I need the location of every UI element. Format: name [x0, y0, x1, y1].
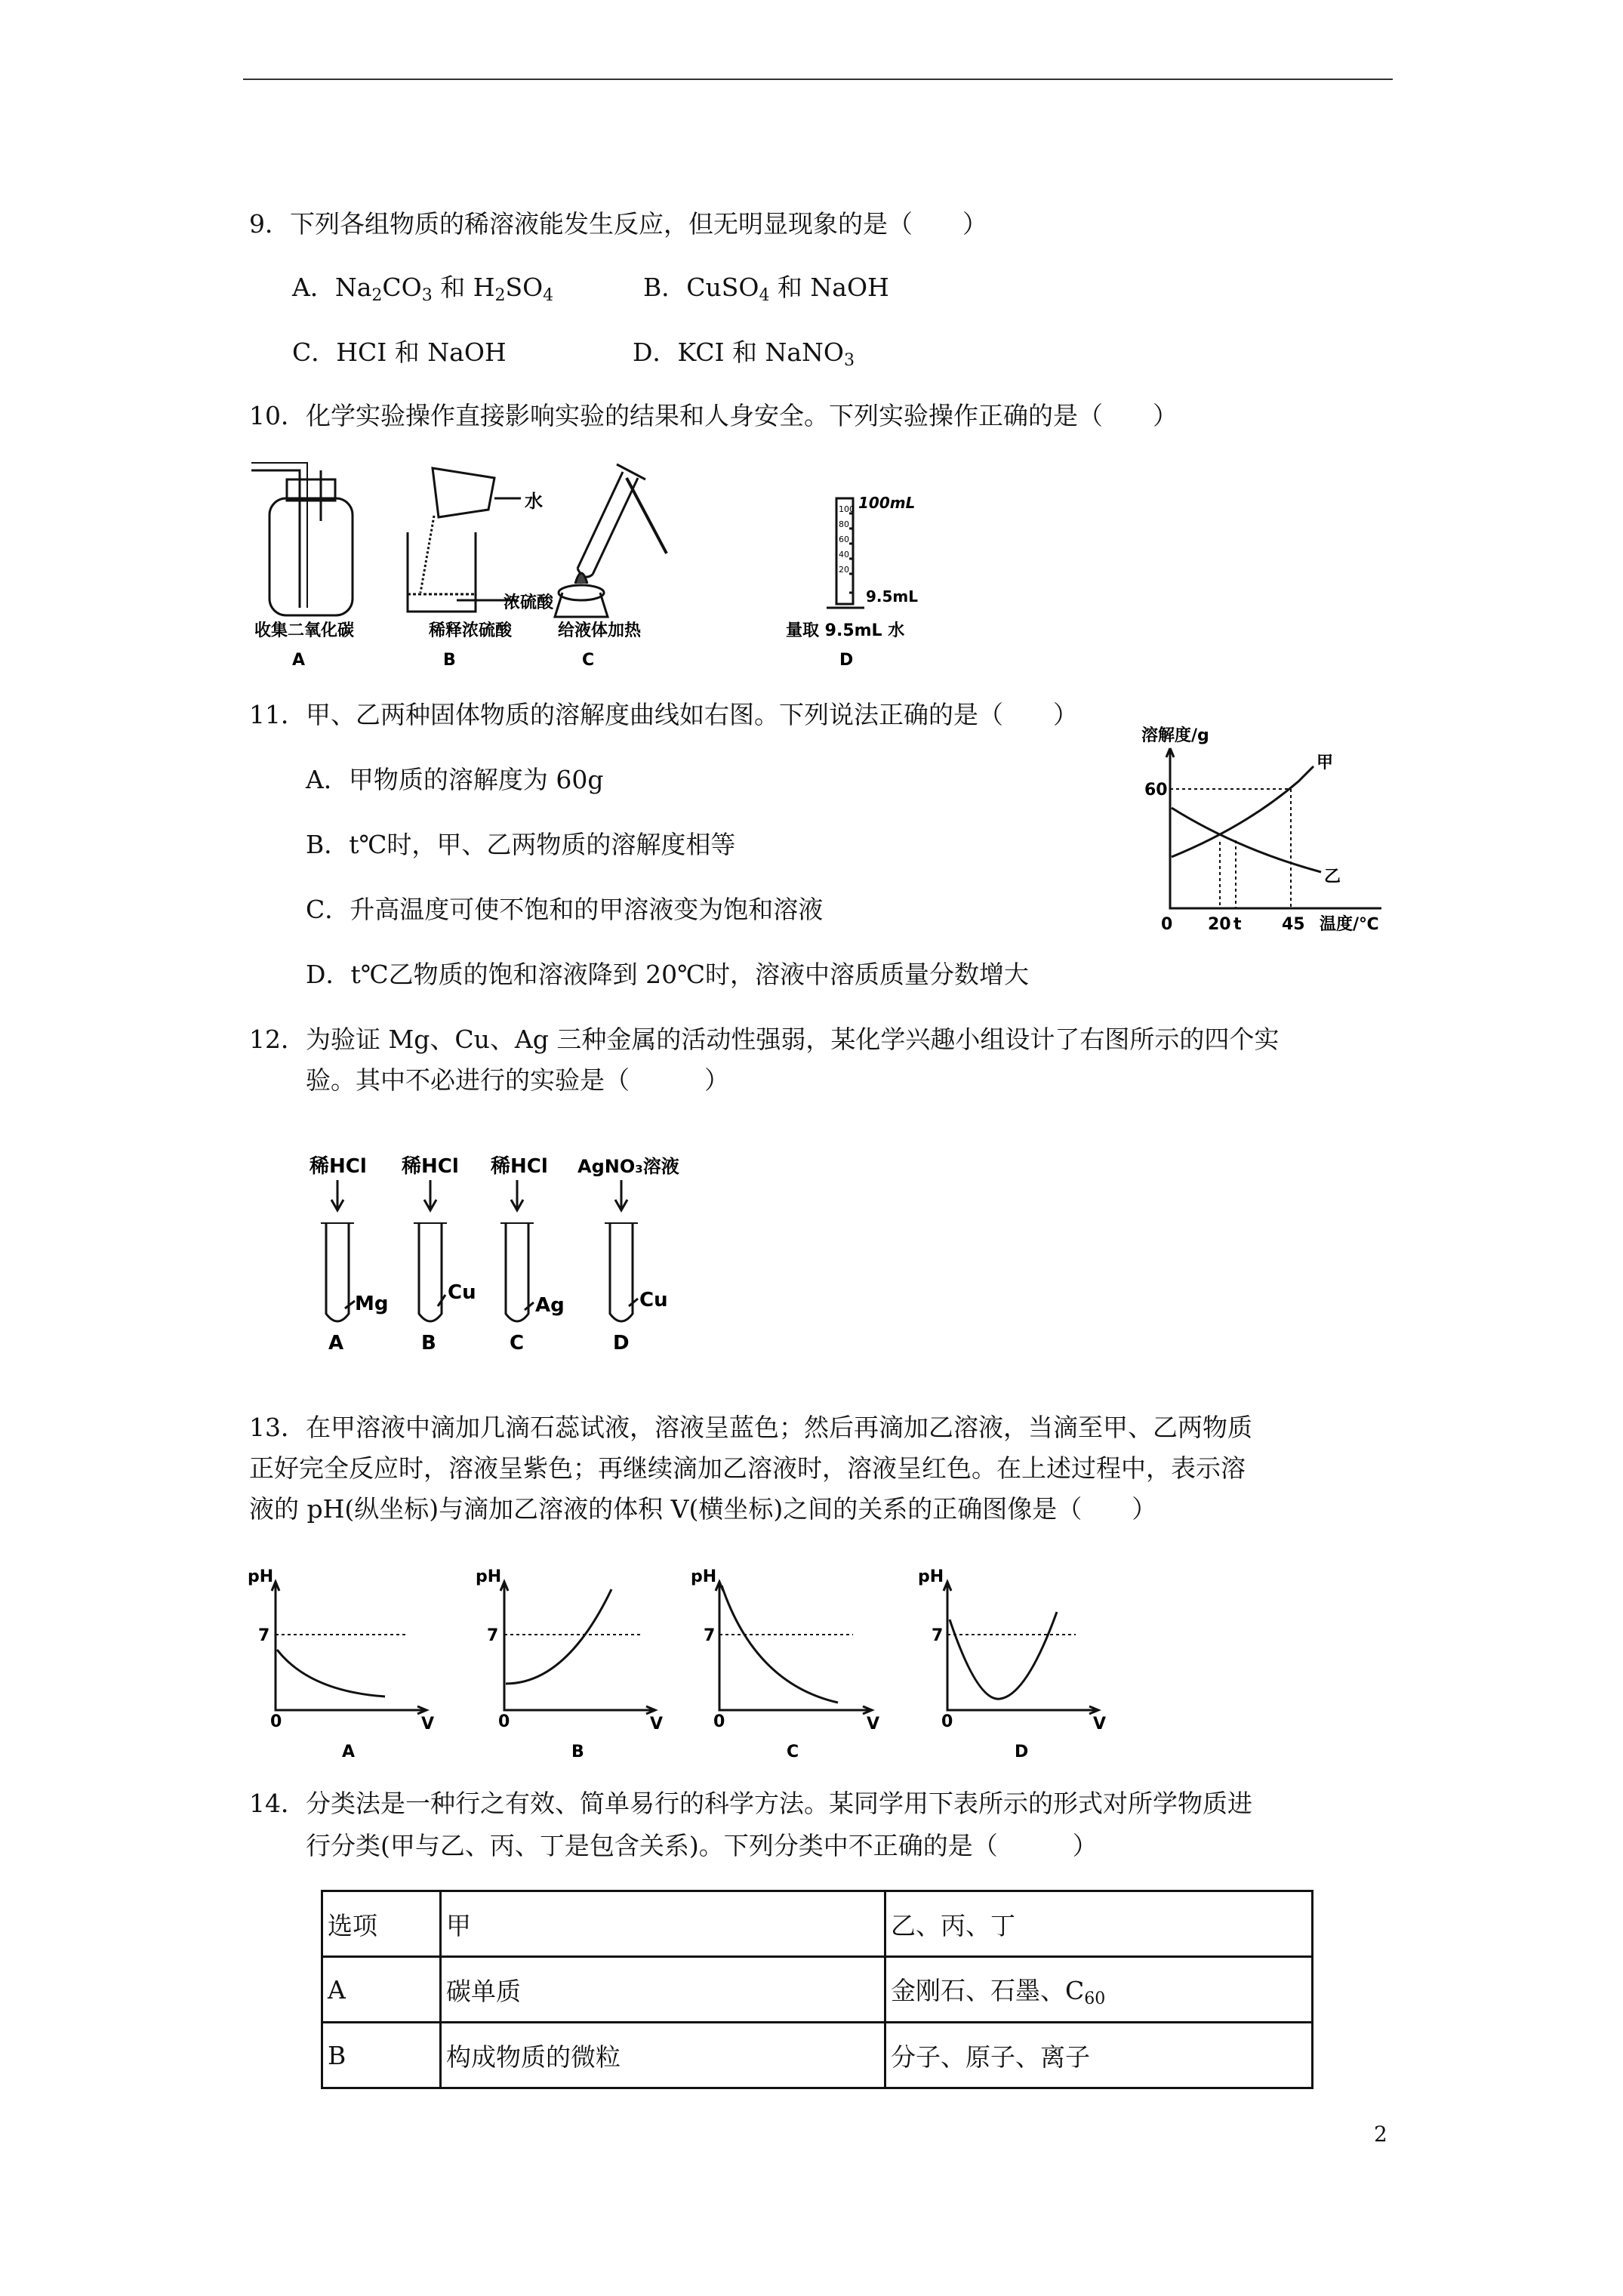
q13-line2: 正好完全反应时，溶液呈紫色；再继续滴加乙溶液时，溶液呈红色。在上述过程中，表示溶 [249, 1453, 1246, 1483]
letter-c: C [582, 651, 595, 670]
caption-b: 稀释浓硫酸 [429, 621, 513, 640]
beaker-label-acid: 浓硫酸 [504, 593, 554, 612]
graph-c-origin: 0 [713, 1712, 725, 1731]
q13-ph-graphs [242, 1559, 1147, 1763]
q11-option-d: D．t℃乙物质的饱和溶液降到 20℃时，溶液中溶质质量分数增大 [306, 960, 1030, 989]
cylinder-tick-60: 60 [839, 535, 849, 544]
x-tick-0: 0 [1161, 915, 1173, 932]
graph-d-xlabel: V [1093, 1715, 1107, 1734]
graph-b-ref: 7 [487, 1626, 499, 1645]
tube-a-metal: Mg [355, 1293, 389, 1315]
heating-figure [555, 464, 667, 617]
tube-c-metal: Ag [535, 1294, 565, 1317]
q10-figures [245, 457, 970, 672]
header-option: 选项 [322, 1891, 441, 1957]
beaker-figure [408, 468, 521, 612]
q14-line1: 14．分类法是一种行之有效、简单易行的科学方法。某同学用下表所示的形式对所学物质进 [249, 1789, 1252, 1818]
letter-b: B [443, 651, 456, 670]
gas-bottle-figure [251, 463, 353, 615]
row-a-members: 金刚石、石墨、$C_{60}$ [885, 1957, 1313, 2023]
graph-a-ylabel: pH [248, 1567, 274, 1586]
tube-b-metal: Cu [448, 1281, 476, 1304]
q13-line3: 液的 pH(纵坐标)与滴加乙溶液的体积 V(横坐标)之间的关系的正确图像是（ ） [249, 1494, 1157, 1524]
graph-d-ref: 7 [932, 1626, 944, 1645]
table-row [322, 1957, 1313, 2023]
cylinder-tick-100: 100 [839, 504, 855, 514]
graph-d-letter: D [1015, 1743, 1029, 1761]
table-row [322, 2023, 1313, 2088]
page-number: 2 [1374, 2122, 1387, 2147]
cylinder-tick-80: 80 [839, 519, 849, 529]
tube-c-letter: C [510, 1332, 525, 1354]
row-b-members: 分子、原子、离子 [885, 2023, 1313, 2088]
row-b-jia: 构成物质的微粒 [441, 2023, 885, 2088]
q9-option-b: B．CuSO$_4$ 和 NaOH [643, 273, 889, 305]
graph-b-ylabel: pH [476, 1567, 502, 1586]
tube-c-reagent: 稀HCl [491, 1155, 548, 1178]
tube-a-reagent: 稀HCl [310, 1155, 367, 1178]
caption-a: 收集二氧化碳 [254, 621, 355, 640]
graph-d-ylabel: pH [918, 1567, 944, 1586]
tube-d-letter: D [613, 1332, 630, 1354]
graph-a-xlabel: V [421, 1715, 435, 1734]
row-b-option: B [322, 2023, 441, 2088]
table-header-row [322, 1891, 1313, 1957]
graph-c-ylabel: pH [691, 1567, 717, 1586]
chart-y-tick-60: 60 [1144, 781, 1168, 800]
graph-c-xlabel: V [867, 1715, 880, 1734]
series-jia-label: 甲 [1317, 754, 1334, 772]
chart-xlabel: 温度/℃ [1320, 915, 1379, 932]
graph-a-ref: 7 [258, 1626, 270, 1645]
row-a-jia: 碳单质 [441, 1957, 885, 2023]
graph-c-ref: 7 [704, 1626, 716, 1645]
series-yi-label: 乙 [1324, 868, 1341, 886]
q9-stem: 9．下列各组物质的稀溶液能发生反应，但无明显现象的是（ ） [249, 209, 987, 239]
cylinder-label-100ml: 100mL [858, 494, 916, 512]
cylinder-tick-40: 40 [839, 550, 849, 559]
q9-option-d: D．KCI 和 NaNO$_3$ [633, 337, 855, 370]
caption-c: 给液体加热 [558, 621, 642, 640]
beaker-label-water: 水 [525, 491, 543, 512]
q9-option-c: C．HCI 和 NaOH [292, 337, 507, 367]
tube-a-letter: A [328, 1332, 344, 1354]
graph-b-letter: B [571, 1743, 584, 1761]
tube-b-reagent: 稀HCl [402, 1155, 459, 1178]
header-rule [243, 79, 1393, 80]
letter-a: A [292, 651, 306, 670]
series-yi-line [1172, 808, 1321, 872]
q13-line1: 13．在甲溶液中滴加几滴石蕊试液，溶液呈蓝色；然后再滴加乙溶液，当滴至甲、乙两物质 [249, 1413, 1252, 1442]
q11-option-a: A．甲物质的溶解度为 60g [306, 765, 604, 794]
classification-table [321, 1890, 1313, 2089]
tube-d-metal: Cu [639, 1289, 668, 1311]
q10-stem: 10．化学实验操作直接影响实验的结果和人身安全。下列实验操作正确的是（ ） [249, 401, 1178, 430]
x-tick-45: 45 [1282, 915, 1305, 932]
letter-d: D [839, 651, 854, 670]
q12-stem-line1: 12．为验证 Mg、Cu、Ag 三种金属的活动性强弱，某化学兴趣小组设计了右图所示的四个实 [249, 1025, 1280, 1054]
series-jia-line [1172, 766, 1313, 857]
q11-option-c: C．升高温度可使不饱和的甲溶液变为饱和溶液 [306, 895, 824, 924]
row-a-option: A [322, 1957, 441, 2023]
tube-b-letter: B [421, 1332, 436, 1354]
x-tick-20: 20 [1208, 915, 1231, 932]
graph-b-origin: 0 [498, 1712, 510, 1731]
cylinder-tick-20: 20 [839, 565, 849, 575]
q11-option-b: B．t℃时，甲、乙两物质的溶解度相等 [306, 830, 736, 859]
header-jia: 甲 [441, 1891, 885, 1957]
q12-stem-line2: 验。其中不必进行的实验是（ ） [306, 1065, 729, 1095]
q9-option-a: A．$Na_2CO_3$ 和 $H_2SO_4$ [292, 273, 554, 305]
caption-d: 量取 9.5mL 水 [786, 621, 905, 640]
header-yi-bing-ding: 乙、丙、丁 [885, 1891, 1313, 1957]
q14-line2: 行分类(甲与乙、丙、丁是包含关系)。下列分类中不正确的是（ ） [306, 1831, 1098, 1860]
chart-ylabel: 溶解度/g [1141, 726, 1209, 745]
graph-b-xlabel: V [650, 1715, 664, 1734]
solubility-chart [1132, 721, 1404, 932]
tube-d-reagent: AgNO₃溶液 [577, 1156, 679, 1177]
q11-stem: 11．甲、乙两种固体物质的溶解度曲线如右图。下列说法正确的是（ ） [249, 700, 1078, 729]
cylinder-label-9-5ml: 9.5mL [866, 587, 919, 606]
graph-a-letter: A [342, 1743, 356, 1761]
graph-a-origin: 0 [270, 1712, 282, 1731]
graph-c-letter: C [787, 1743, 799, 1761]
x-tick-t: t [1233, 915, 1242, 932]
q12-tubes-figure [298, 1151, 721, 1359]
graph-d-origin: 0 [941, 1712, 953, 1731]
